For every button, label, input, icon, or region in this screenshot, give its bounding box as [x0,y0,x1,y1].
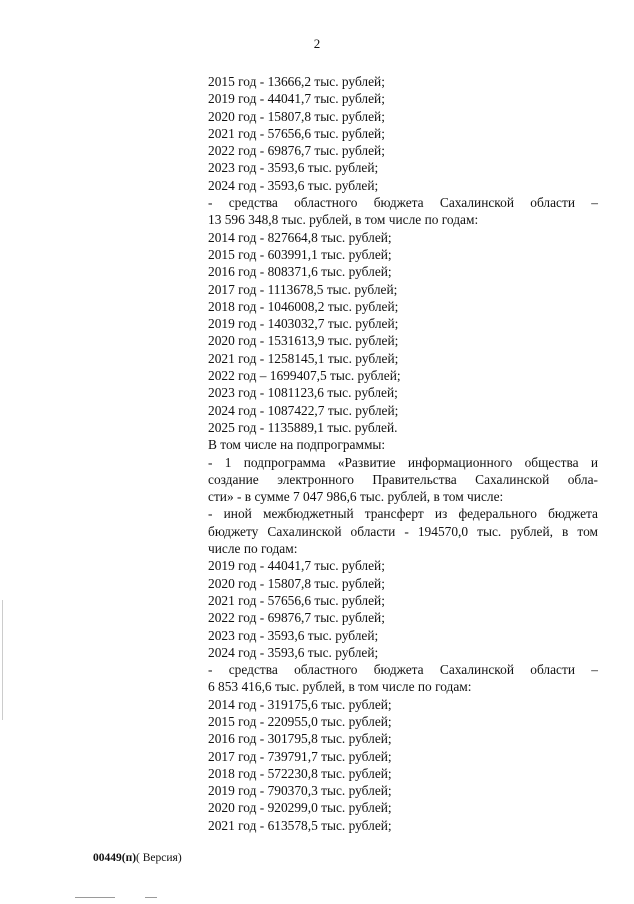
text-line: 2024 год - 3593,6 тыс. рублей; [208,644,379,660]
text-line: 2023 год - 1081123,6 тыс. рублей; [208,385,398,401]
text-line: создание электронного Правительства Сахалинской обла- [208,471,598,487]
text-line: - иной межбюджетный трансферт из федерального бюджета [208,506,598,522]
text-line: 13 596 348,8 тыс. рублей, в том числе по годам: [208,212,479,228]
text-line: 2021 год - 57656,6 тыс. рублей; [208,125,385,141]
text-line: 2022 год – 1699407,5 тыс. рублей; [208,368,401,384]
text-line: 2019 год - 44041,7 тыс. рублей; [208,558,385,574]
text-line: 2015 год - 220955,0 тыс. рублей; [208,713,392,729]
text-line: 6 853 416,6 тыс. рублей, в том числе по годам: [208,679,472,695]
footer-document-code [93,852,182,864]
text-line: 2019 год - 1403032,7 тыс. рублей; [208,316,399,332]
text-line: 2018 год - 572230,8 тыс. рублей; [208,765,392,781]
text-line: 2020 год - 1531613,9 тыс. рублей; [208,333,399,349]
text-line: 2022 год - 69876,7 тыс. рублей; [208,143,385,159]
footer-code-number: 00449(п) [93,852,137,864]
text-line: 2019 год - 44041,7 тыс. рублей; [208,91,385,107]
text-line: 2015 год - 603991,1 тыс. рублей; [208,246,392,262]
text-line: 2015 год - 13666,2 тыс. рублей; [208,74,385,89]
text-line: 2020 год - 15807,8 тыс. рублей; [208,108,385,124]
text-line: 2019 год - 790370,3 тыс. рублей; [208,783,392,799]
text-line: - 1 подпрограмма «Развитие информационного общества и [208,454,598,470]
text-line: 2014 год - 827664,8 тыс. рублей; [208,229,392,245]
text-line: 2018 год - 1046008,2 тыс. рублей; [208,298,399,314]
text-line: 2020 год - 15807,8 тыс. рублей; [208,575,385,591]
text-line: 2023 год - 3593,6 тыс. рублей; [208,627,379,643]
text-line: 2017 год - 739791,7 тыс. рублей; [208,748,392,764]
text-line: 2016 год - 808371,6 тыс. рублей; [208,264,392,280]
text-line: 2021 год - 57656,6 тыс. рублей; [208,592,385,608]
document-body [208,73,598,834]
text-line: 2020 год - 920299,0 тыс. рублей; [208,800,392,816]
text-line: 2021 год - 613578,5 тыс. рублей; [208,817,392,833]
text-line: сти» - в сумме 7 047 986,6 тыс. рублей, в том числе: [208,489,504,505]
text-line: - средства областного бюджета Сахалинской области – [208,195,598,211]
text-line: - средства областного бюджета Сахалинской области – [208,662,598,678]
text-line: 2016 год - 301795,8 тыс. рублей; [208,731,392,747]
text-line: 2024 год - 1087422,7 тыс. рублей; [208,402,399,418]
text-line: 2022 год - 69876,7 тыс. рублей; [208,610,385,626]
text-line: 2014 год - 319175,6 тыс. рублей; [208,696,392,712]
footer-version-label: ( Версия) [136,852,182,864]
page-number: 2 [313,36,321,51]
scan-artifact-bottom-2 [145,897,157,898]
text-line: 2025 год - 1135889,1 тыс. рублей. [208,419,398,435]
text-line: 2021 год - 1258145,1 тыс. рублей; [208,350,399,366]
text-line: бюджету Сахалинской области - 194570,0 тыс. рублей, в том [208,523,598,539]
text-line: 2017 год - 1113678,5 тыс. рублей; [208,281,398,297]
text-line: числе по годам: [208,541,298,557]
text-line: 2024 год - 3593,6 тыс. рублей; [208,177,379,193]
scan-artifact-bottom-1 [75,897,115,898]
text-line: 2023 год - 3593,6 тыс. рублей; [208,160,379,176]
text-line: В том числе на подпрограммы: [208,437,386,453]
scan-artifact-left [2,600,3,720]
